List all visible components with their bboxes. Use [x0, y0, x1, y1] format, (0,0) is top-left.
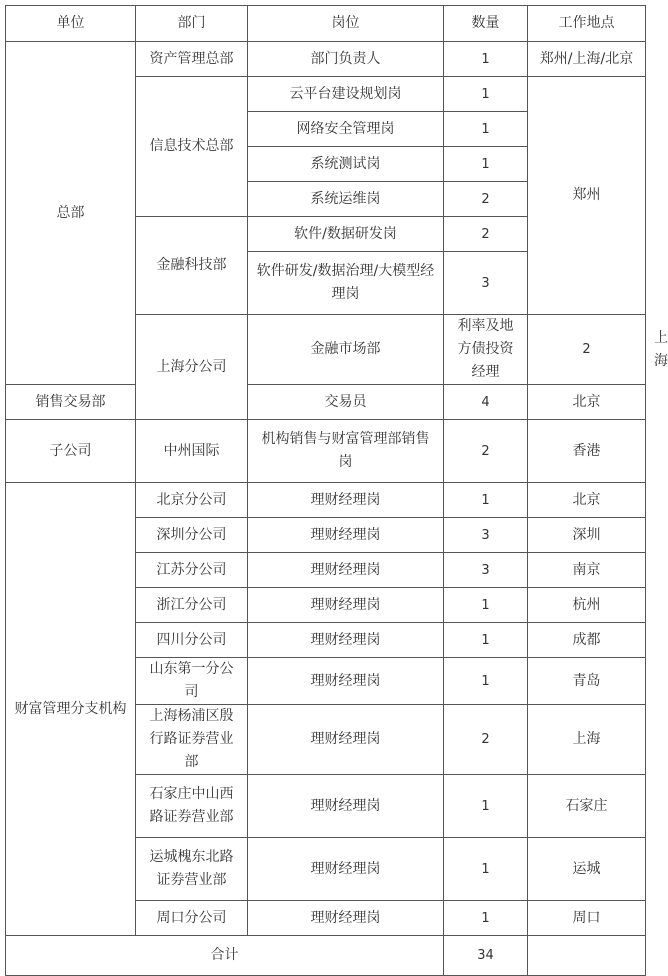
count-cell: 1: [444, 112, 528, 147]
location-cell: 北京: [528, 483, 646, 518]
dept-cell: 四川分公司: [136, 623, 248, 658]
location-cell: 北京: [528, 385, 646, 420]
unit-cell-hq: 总部: [6, 42, 136, 385]
dept-cell: 周口分公司: [136, 901, 248, 936]
location-cell: 郑州/上海/北京: [528, 42, 646, 77]
count-cell: 1: [444, 77, 528, 112]
dept-cell: 深圳分公司: [136, 518, 248, 553]
table-row: [6, 420, 646, 483]
post-cell: 理财经理岗: [248, 588, 444, 623]
location-cell: 深圳: [528, 518, 646, 553]
header-row: [6, 6, 646, 42]
table-row: [6, 483, 646, 518]
unit-cell-subsidiary: 子公司: [6, 420, 136, 483]
dept-cell: 北京分公司: [136, 483, 248, 518]
count-cell: 4: [444, 385, 528, 420]
post-cell: 部门负责人: [248, 42, 444, 77]
location-cell: 周口: [528, 901, 646, 936]
dept-cell: 上海杨浦区殷行路证券营业部: [136, 705, 248, 775]
dept-cell: 山东第一分公司: [136, 658, 248, 705]
post-cell: 交易员: [248, 385, 444, 420]
count-cell: 2: [444, 182, 528, 217]
location-cell: 南京: [528, 553, 646, 588]
location-cell: 杭州: [528, 588, 646, 623]
table-row: 上海分公司 金融市场部 利率及地方债投资经理 2 上海: [6, 315, 646, 385]
location-cell: 香港: [528, 420, 646, 483]
count-cell: 1: [444, 838, 528, 901]
post-cell: 利率及地方债投资经理: [444, 315, 528, 385]
dept-cell-it: 信息技术总部: [136, 77, 248, 217]
post-cell: 系统运维岗: [248, 182, 444, 217]
count-cell: 3: [444, 252, 528, 315]
post-cell: 理财经理岗: [248, 658, 444, 705]
post-cell: 软件研发/数据治理/大模型经理岗: [248, 252, 444, 315]
dept-cell: 资产管理总部: [136, 42, 248, 77]
dept-cell: 金融市场部: [248, 315, 444, 385]
total-label: 合计: [6, 936, 444, 976]
count-cell: 1: [444, 588, 528, 623]
post-cell: 云平台建设规划岗: [248, 77, 444, 112]
post-cell: 理财经理岗: [248, 775, 444, 838]
location-cell: 青岛: [528, 658, 646, 705]
count-cell: 3: [444, 553, 528, 588]
post-cell: 系统测试岗: [248, 147, 444, 182]
count-cell: 1: [444, 147, 528, 182]
dept-cell: 中州国际: [136, 420, 248, 483]
dept-cell-fintech: 金融科技部: [136, 217, 248, 315]
total-row: [6, 936, 646, 976]
dept-cell: 石家庄中山西路证券营业部: [136, 775, 248, 838]
count-cell: 2: [444, 420, 528, 483]
table-row: [6, 42, 646, 77]
unit-cell-shanghai: 上海分公司: [136, 315, 248, 420]
location-cell: 成都: [528, 623, 646, 658]
post-cell: 理财经理岗: [248, 623, 444, 658]
count-cell: 1: [444, 658, 528, 705]
post-cell: 网络安全管理岗: [248, 112, 444, 147]
post-cell: 理财经理岗: [248, 901, 444, 936]
count-cell: 3: [444, 518, 528, 553]
count-cell: 2: [444, 705, 528, 775]
total-location-empty: [528, 936, 646, 976]
post-cell: 机构销售与财富管理部销售岗: [248, 420, 444, 483]
post-cell: 理财经理岗: [248, 483, 444, 518]
count-cell: 2: [528, 315, 646, 385]
dept-cell: 运城槐东北路证券营业部: [136, 838, 248, 901]
count-cell: 1: [444, 901, 528, 936]
post-cell: 理财经理岗: [248, 553, 444, 588]
post-cell: 理财经理岗: [248, 838, 444, 901]
header-location: 工作地点: [528, 6, 646, 42]
location-cell-hq: 郑州: [528, 77, 646, 315]
recruitment-table: [5, 5, 668, 976]
count-cell: 1: [444, 775, 528, 838]
header-count: 数量: [444, 6, 528, 42]
count-cell: 1: [444, 623, 528, 658]
post-cell: 软件/数据研发岗: [248, 217, 444, 252]
dept-cell: 浙江分公司: [136, 588, 248, 623]
count-cell: 1: [444, 42, 528, 77]
table-row: [6, 385, 646, 420]
count-cell: 1: [444, 483, 528, 518]
location-cell: 上海: [528, 705, 646, 775]
total-count: 34: [444, 936, 528, 976]
count-cell: 2: [444, 217, 528, 252]
header-unit: 单位: [6, 6, 136, 42]
unit-cell-wealth: 财富管理分支机构: [6, 483, 136, 936]
location-cell: 石家庄: [528, 775, 646, 838]
post-cell: 理财经理岗: [248, 705, 444, 775]
header-dept: 部门: [136, 6, 248, 42]
dept-cell: 江苏分公司: [136, 553, 248, 588]
post-cell: 理财经理岗: [248, 518, 444, 553]
location-cell: 运城: [528, 838, 646, 901]
dept-cell: 销售交易部: [6, 385, 136, 420]
header-post: 岗位: [248, 6, 444, 42]
